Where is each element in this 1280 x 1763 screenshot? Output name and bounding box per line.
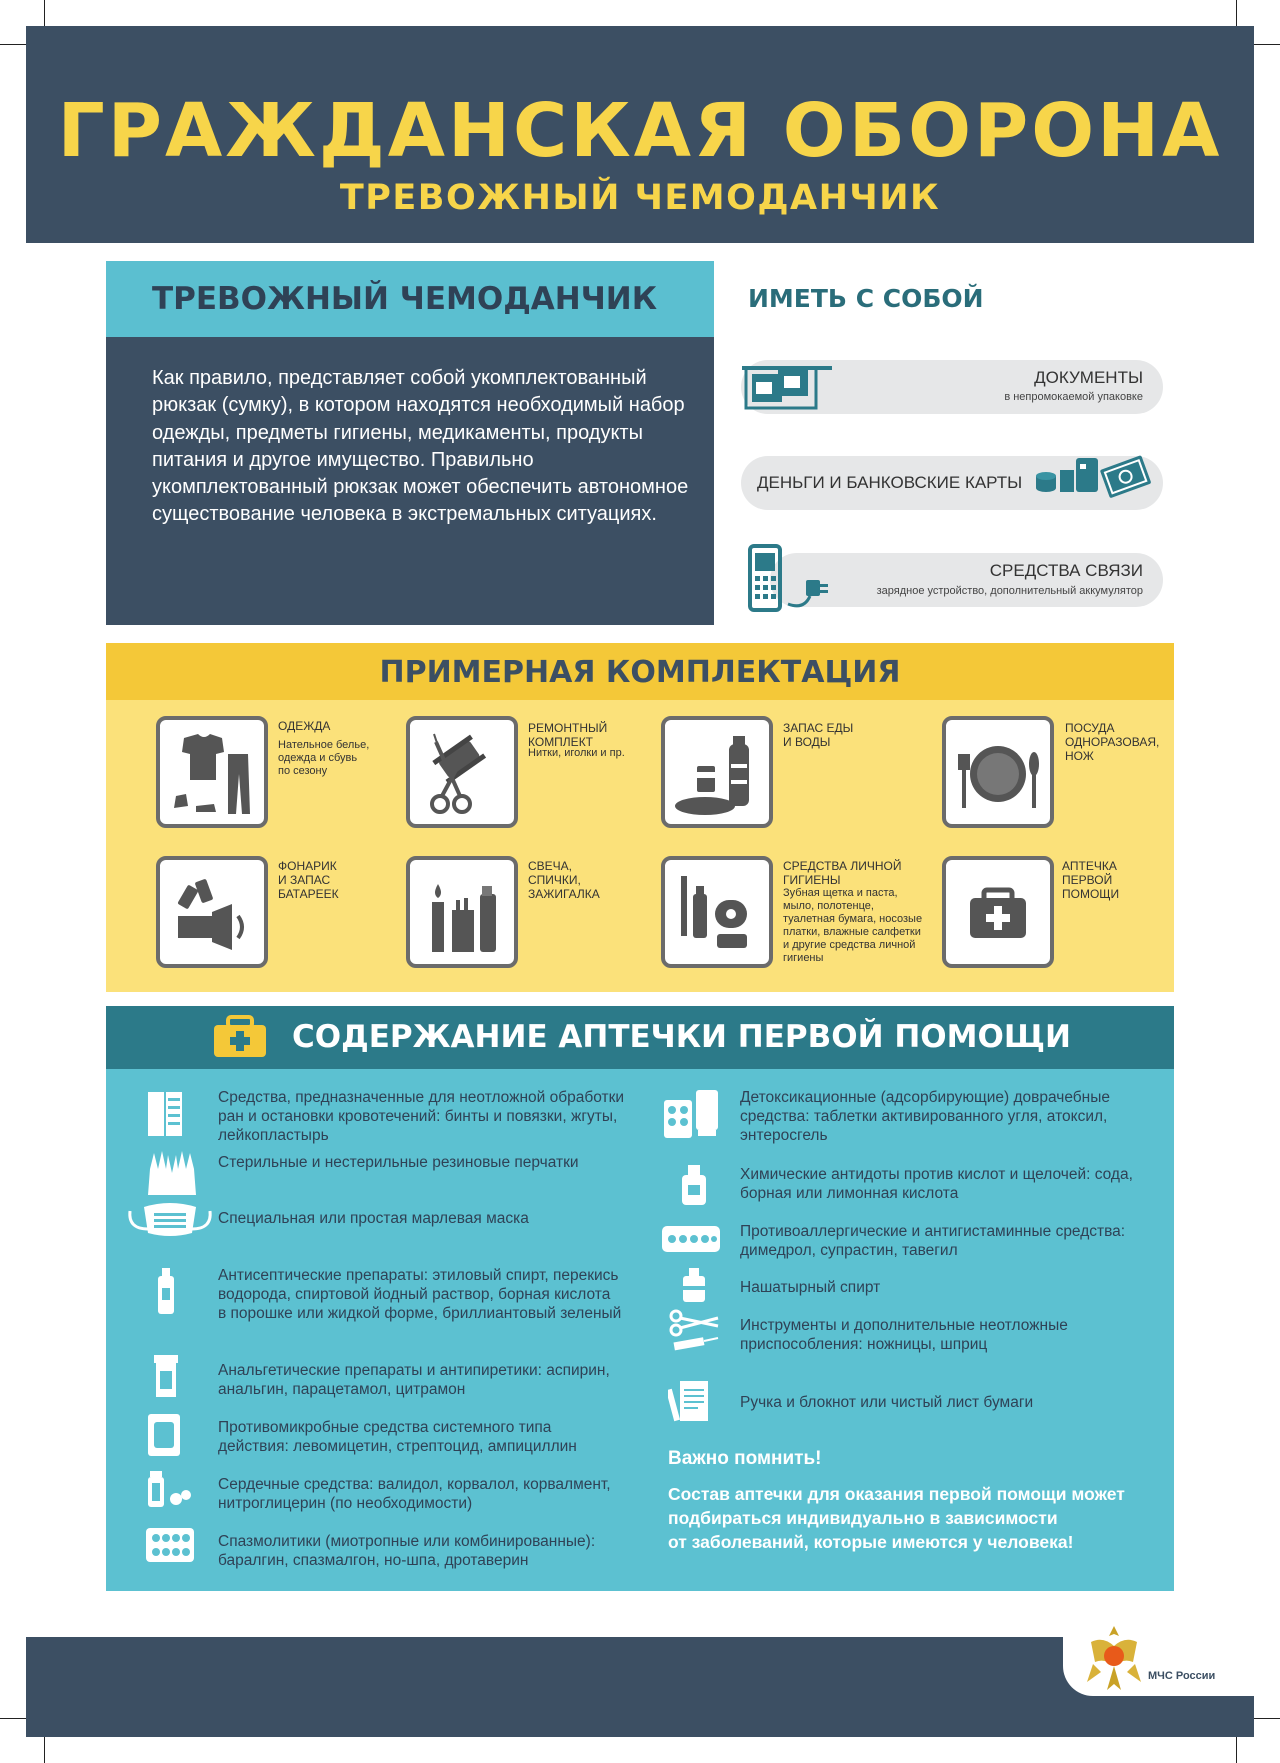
aid-item-text: Инструменты и дополнительные неотложные приспособления: ножницы, шприц <box>740 1317 1068 1353</box>
bandage-icon <box>146 1088 186 1140</box>
kit-item-title: ОДЕЖДА <box>278 719 331 733</box>
first-aid-title: СОДЕРЖАНИЕ АПТЕЧКИ ПЕРВОЙ ПОМОЩИ <box>292 1019 1071 1055</box>
have-title: ИМЕТЬ С СОБОЙ <box>748 284 984 313</box>
notepad-icon <box>668 1379 712 1423</box>
phone-charger-icon <box>744 544 834 614</box>
intro-title: ТРЕВОЖНЫЙ ЧЕМОДАНЧИК <box>152 281 658 317</box>
first-aid-heading-bar <box>106 1006 1174 1069</box>
documents-icon <box>738 356 838 412</box>
note-text: Состав аптечки для оказания первой помощи может подбираться индивидуально в зависимости от заболеваний, которые имеются у человека! <box>668 1484 1125 1552</box>
kit-item-desc: Нательное белье, одежда и сбувь по сезону <box>278 739 370 777</box>
logo-text: МЧС России <box>1148 1670 1216 1682</box>
antiseptic-icon <box>154 1266 180 1316</box>
intro-heading-bar <box>106 261 714 337</box>
have-item-label: ДОКУМЕНТЫ <box>1034 368 1143 387</box>
note-title: Важно помнить! <box>668 1448 822 1469</box>
have-item-sub: в непромокаемой упаковке <box>1004 391 1143 403</box>
first-aid-kit-icon <box>942 856 1054 968</box>
aid-item-text: Средства, предназначенные для неотложной обработки ран и остановки кровотечений: бинты и повязки, жгуты, лейкопластырь <box>218 1089 625 1144</box>
kit-title: ПРИМЕРНАЯ КОМПЛЕКТАЦИЯ <box>379 655 901 690</box>
kit-item-desc: Зубная щетка и паста, мыло, полотенце, туалетная бумага, носозые платки, влажные салфетки и другие средства личной гигиены <box>783 887 923 964</box>
aid-item-text: Сердечные средства: валидол, корвалол, корвалмент, нитроглицерин (по необходимости) <box>218 1476 611 1512</box>
detox-icon <box>662 1088 722 1140</box>
aid-item-text: Нашатырный спирт <box>740 1279 881 1296</box>
gloves-icon <box>144 1149 200 1197</box>
kit-item-title: РЕМОНТНЫЙ КОМПЛЕКТ <box>528 721 608 749</box>
aid-item-text: Анальгетические препараты и антипиретики: аспирин, анальгин, парацетамол, цитрамон <box>218 1362 610 1398</box>
aid-item-text: Антисептические препараты: этиловый спирт, перекись водорода, спиртовой йодный раствор, борная кислота в порошке или жидкой форме, бриллиантовый зеленый <box>218 1267 622 1322</box>
intro-text: Как правило, представляет собой укомплектованный рюкзак (сумку), в котором находятся необходимый набор одежды, предметы гигиены, медикаменты, продукты питания и другое имущество. Правильно укомплектованный рюкзак может обеспечить автономное существование человека в экстремальных ситуациях. <box>152 367 689 526</box>
aid-item-text: Ручка и блокнот или чистый лист бумаги <box>740 1394 1034 1411</box>
kit-item-title: СВЕЧА, СПИЧКИ, ЗАЖИГАЛКА <box>528 859 600 901</box>
poster-subtitle: ТРЕВОЖНЫЙ ЧЕМОДАНЧИК <box>339 178 941 218</box>
tableware-icon <box>942 716 1054 828</box>
blister-icon <box>144 1526 196 1564</box>
hygiene-icon <box>661 856 773 968</box>
mask-icon <box>126 1199 214 1239</box>
aid-item-text: Стерильные и нестерильные резиновые перчатки <box>218 1154 579 1171</box>
antidote-bottle-icon <box>680 1163 708 1207</box>
clothes-icon <box>156 716 268 828</box>
candle-matches-icon <box>406 856 518 968</box>
first-aid-section <box>106 1006 1174 1591</box>
aid-item-text: Противоаллергические и антигистаминные средства: димедрол, супрастин, тавегил <box>740 1223 1126 1259</box>
mchs-emblem-icon <box>1083 1622 1145 1694</box>
sewing-kit-icon <box>406 716 518 828</box>
food-water-icon <box>661 716 773 828</box>
aid-item-text: Специальная или простая марлевая маска <box>218 1210 529 1227</box>
kit-heading-bar <box>106 643 1174 700</box>
have-item-label: ДЕНЬГИ И БАНКОВСКИЕ КАРТЫ <box>757 473 1023 492</box>
intro-panel <box>106 337 714 625</box>
aid-item-text: Спазмолитики (миотропные или комбинированные): баралгин, спазмалгон, но-шпа, дротаверин <box>218 1533 596 1569</box>
kit-item-desc: Нитки, иголки и пр. <box>528 747 625 759</box>
first-aid-kit-icon <box>212 1015 268 1059</box>
kit-item-title: ФОНАРИК И ЗАПАС БАТАРЕЕК <box>278 859 339 901</box>
antimicrobial-icon <box>146 1412 182 1458</box>
kit-item-title: СРЕДСТВА ЛИЧНОЙ ГИГИЕНЫ <box>783 859 902 887</box>
aid-item-text: Химические антидоты против кислот и щелочей: сода, борная или лимонная кислота <box>740 1166 1133 1202</box>
aid-item-text: Противомикробные средства системного типа действия: левомицетин, стрептоцид, ампициллин <box>218 1419 577 1455</box>
aid-item-text: Детоксикационные (адсорбирующие) доврачебные средства: таблетки активированного угля, атоксил, энтеросгель <box>740 1089 1110 1144</box>
logo-area <box>1063 1616 1280 1696</box>
have-item-sub: зарядное устройство, дополнительный аккумулятор <box>876 585 1143 597</box>
kit-item-title: АПТЕЧКА ПЕРВОЙ ПОМОЩИ <box>1062 859 1120 901</box>
money-cards-icon <box>1030 448 1160 510</box>
pill-bottle-icon <box>152 1353 180 1399</box>
poster-header <box>26 26 1254 243</box>
scissors-syringe-icon <box>668 1308 722 1352</box>
kit-item-title: ПОСУДА ОДНОРАЗОВАЯ, НОЖ <box>1065 721 1160 763</box>
antiallergy-icon <box>660 1224 722 1254</box>
poster-title: ГРАЖДАНСКАЯ ОБОРОНА <box>57 88 1223 174</box>
have-item-label: СРЕДСТВА СВЯЗИ <box>989 561 1143 580</box>
flashlight-icon <box>156 856 268 968</box>
ammonia-icon <box>680 1266 708 1304</box>
kit-item-title: ЗАПАС ЕДЫ И ВОДЫ <box>783 721 854 749</box>
heart-medicine-icon <box>146 1469 194 1509</box>
